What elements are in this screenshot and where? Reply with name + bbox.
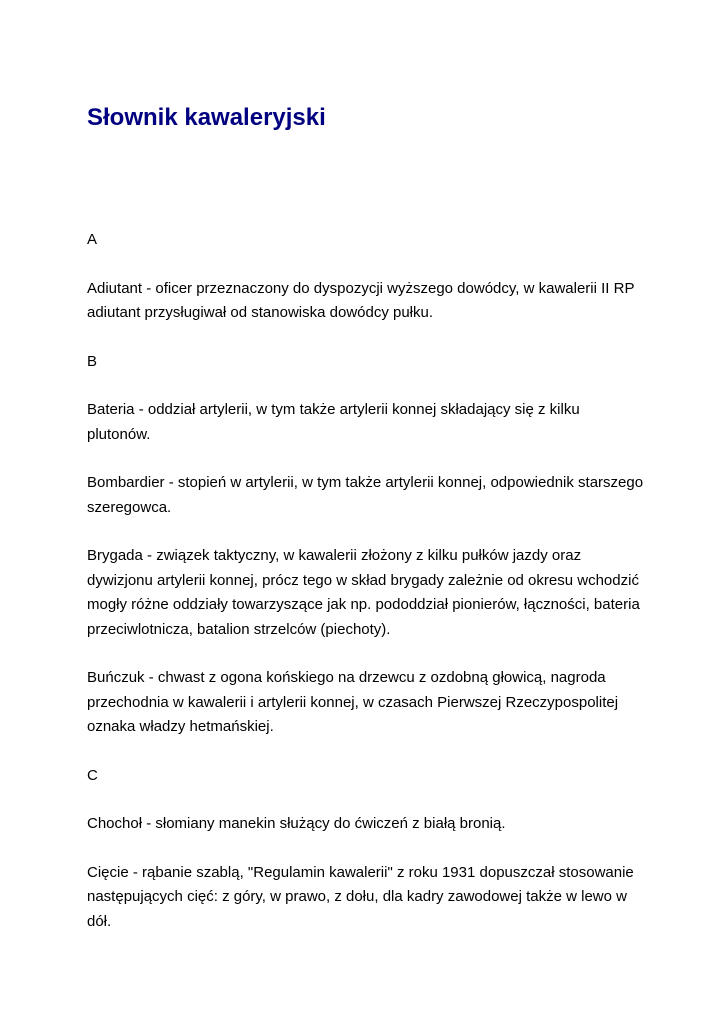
glossary-section-c [87, 764, 647, 935]
glossary-entry: Bateria - oddział artylerii, w tym także artylerii konnej składający się z kilku plutonów. [87, 401, 580, 443]
glossary-entry: Chochoł - słomiany manekin służący do ćwiczeń z białą bronią. [87, 815, 506, 832]
glossary-entry: Brygada - związek taktyczny, w kawalerii złożony z kilku pułków jazdy oraz dywizjonu artylerii konnej, prócz tego w skład brygady zależnie od okresu wchodzić mogły różne oddziały towarzyszące jak np. pododdział pionierów, łączności, bateria przeciwlotnicza, batalion strzelców (piechoty). [87, 547, 640, 638]
glossary-section-a [87, 228, 647, 326]
section-letter: B [87, 352, 98, 370]
glossary-entry: Buńczuk - chwast z ogona końskiego na drzewcu z ozdobną głowicą, nagroda przechodnia w kawalerii i artylerii konnej, w czasach Pierwszej Rzeczypospolitej oznaka władzy hetmańskiej. [87, 669, 619, 735]
glossary-entry: Cięcie - rąbanie szablą, "Regulamin kawalerii" z roku 1931 dopuszczał stosowanie następujących cięć: z góry, w prawo, z dołu, dla kadry zawodowej także w lewo w dół. [87, 863, 634, 930]
document-title: Słownik kawaleryjski [87, 104, 326, 131]
section-letter: C [87, 766, 98, 784]
glossary-entry: Adiutant - oficer przeznaczony do dyspozycji wyższego dowódcy, w kawalerii II RP adiutant przysługiwał od stanowiska dowódcy pułku. [87, 279, 635, 321]
section-letter: A [87, 231, 98, 248]
glossary-entry: Bombardier - stopień w artylerii, w tym także artylerii konnej, odpowiednik starszego szeregowca. [87, 474, 644, 516]
glossary-section-b [87, 350, 647, 740]
glossary-content [87, 228, 647, 958]
